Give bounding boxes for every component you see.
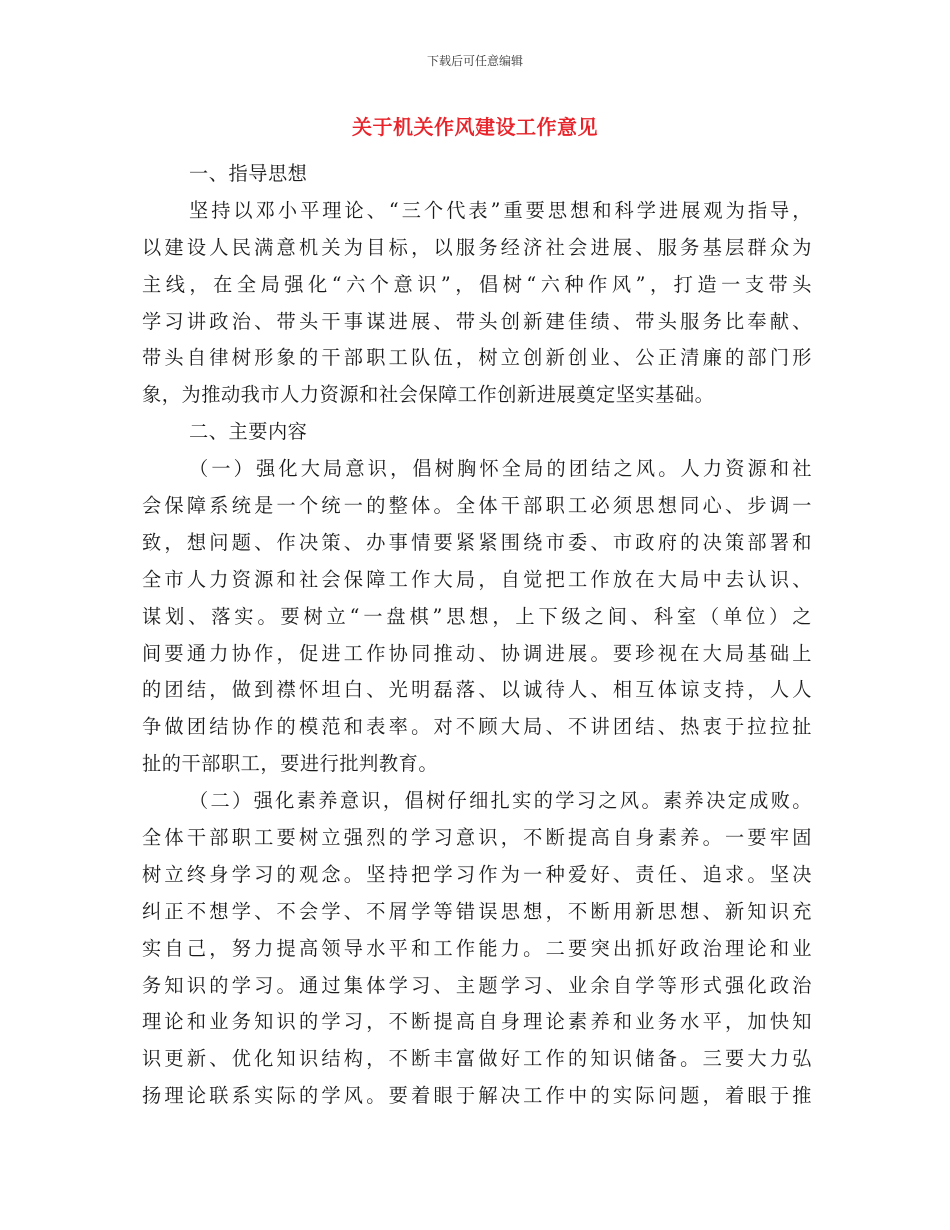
document-body [142,156,812,1115]
text-line: 坚持以邓小平理论、“三个代表”重要思想和科学进展观为指导， [189,198,812,222]
text-line: 全体干部职工要树立强烈的学习意识，不断提高自身素养。一要牢固 [142,826,812,850]
text-line: 理论和业务知识的学习，不断提高自身理论素养和业务水平，加快知 [142,1010,812,1034]
text-line: 主线，在全局强化“六个意识”，倡树“六种作风”，打造一支带头 [142,272,812,296]
text-line: 的团结，做到襟怀坦白、光明磊落、以诚待人、相互体谅支持，人人 [142,678,812,702]
text-line: 识更新、优化知识结构，不断丰富做好工作的知识储备。三要大力弘 [142,1047,812,1071]
header-note: 下载后可任意编辑 [426,54,523,68]
text-line: 争做团结协作的模范和表率。对不顾大局、不讲团结、热衷于拉拉扯 [142,715,812,739]
text-line: 带头自律树形象的干部职工队伍，树立创新创业、公正清廉的部门形 [142,346,812,370]
text-line: 致，想问题、作决策、办事情要紧紧围绕市委、市政府的决策部署和 [142,530,812,554]
text-line: 树立终身学习的观念。坚持把学习作为一种爱好、责任、追求。坚决 [142,862,812,886]
text-line: 扯的干部职工，要进行批判教育。 [142,752,439,776]
document-title: 关于机关作风建设工作意见 [352,115,598,139]
text-line: 象，为推动我市人力资源和社会保障工作创新进展奠定坚实基础。 [142,383,715,407]
text-line: 间要通力协作，促进工作协同推动、协调进展。要珍视在大局基础上 [142,641,812,665]
text-line: 会保障系统是一个统一的整体。全体干部职工必须思想同心、步调一 [142,494,812,518]
text-line: 谋划、落实。要树立“一盘棋”思想，上下级之间、科室（单位）之 [142,604,812,628]
text-line: 全市人力资源和社会保障工作大局，自觉把工作放在大局中去认识、 [142,567,812,591]
text-line: （二）强化素养意识，倡树仔细扎实的学习之风。素养决定成败。 [189,789,812,813]
text-line: 纠正不想学、不会学、不屑学等错误思想，不断用新思想、新知识充 [142,899,812,923]
text-line: 学习讲政治、带头干事谋进展、带头创新建佳绩、带头服务比奉献、 [142,309,812,333]
text-line: 二、主要内容 [189,420,308,444]
text-line: （一）强化大局意识，倡树胸怀全局的团结之风。人力资源和社 [189,457,812,481]
text-line: 以建设人民满意机关为目标，以服务经济社会进展、服务基层群众为 [142,235,812,259]
text-line: 实自己，努力提高领导水平和工作能力。二要突出抓好政治理论和业 [142,936,812,960]
text-line: 一、指导思想 [189,162,308,185]
text-line: 务知识的学习。通过集体学习、主题学习、业余自学等形式强化政治 [142,973,812,997]
text-line: 扬理论联系实际的学风。要着眼于解决工作中的实际问题，着眼于推 [142,1084,812,1108]
